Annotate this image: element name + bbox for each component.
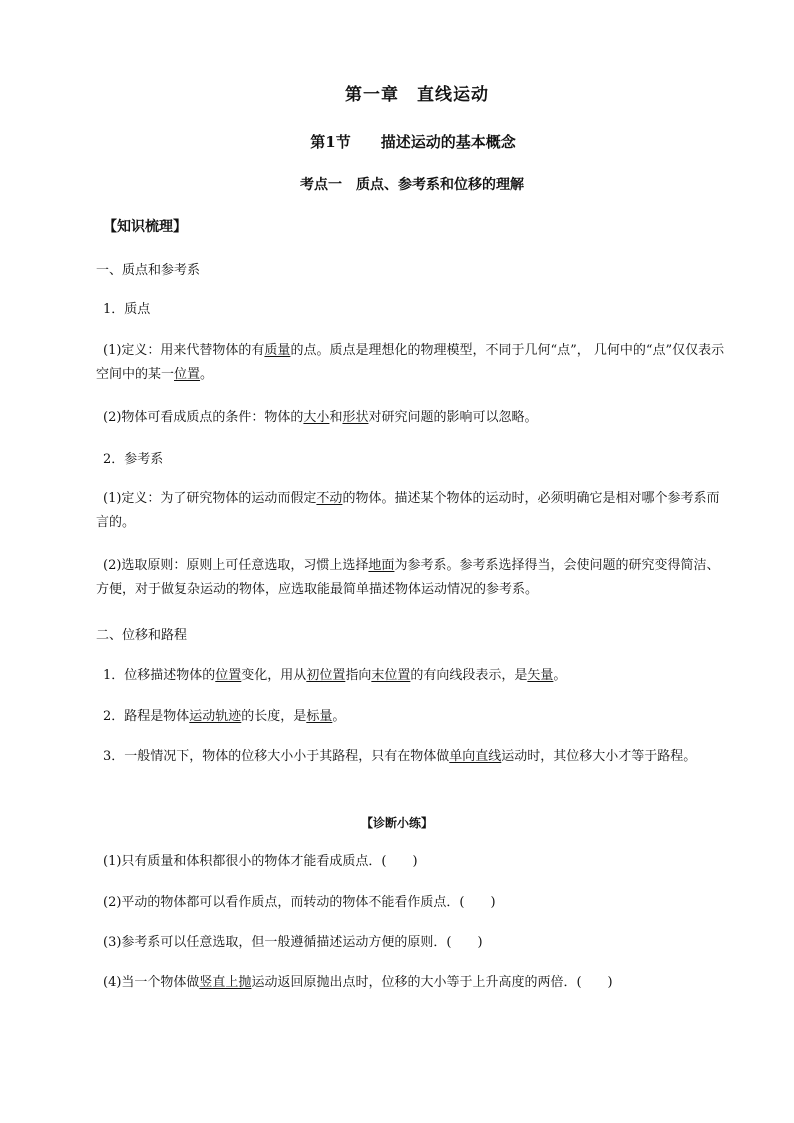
item2-title: 2．参考系 — [103, 452, 164, 467]
underline-vector: 矢量 — [527, 668, 554, 683]
underline-trajectory: 运动轨迹 — [189, 709, 242, 724]
part2-title: 二、位移和路程 — [96, 628, 188, 643]
diagnosis-title: 【诊断小练】 — [360, 816, 433, 830]
underline-ground: 地面 — [368, 558, 395, 573]
underline-final-position: 末位置 — [371, 668, 411, 683]
diagnosis-item-4: (4)当一个物体做竖直上抛运动返回原抛出点时，位移的大小等于上升高度的两倍．( ) — [103, 975, 613, 990]
underline-motionless: 不动 — [316, 491, 343, 506]
paragraph-reference-principle: (2)选取原则：原则上可任意选取，习惯上选择地面为参考系。参考系选择得当，会使问题的研究变得简洁、方便，对于做复杂运动的物体，应选取能最简单描述物体运动情况的参考系。 — [96, 558, 720, 597]
underline-size: 大小 — [303, 410, 330, 425]
part1-title: 一、质点和参考系 — [96, 263, 201, 278]
item1-title: 1．质点 — [103, 302, 151, 317]
paragraph-path-length: 2．路程是物体运动轨迹的长度，是标量。 — [103, 709, 346, 724]
paragraph-point-definition: (1)定义：用来代替物体的有质量的点。质点是理想化的物理模型，不同于几何“点”， 几何中的“点”仅仅表示空间中的某一位置。 — [96, 343, 725, 382]
underline-position: 位置 — [174, 367, 201, 382]
diagnosis-item-3: (3)参考系可以任意选取，但一般遵循描述运动方便的原则．( ) — [103, 935, 483, 950]
underline-initial-position: 初位置 — [306, 668, 346, 683]
knowledge-heading: 【知识梳理】 — [103, 219, 187, 235]
underline-one-way-straight: 单向直线 — [449, 749, 502, 764]
paragraph-displacement-vs-path: 3．一般情况下，物体的位移大小小于其路程，只有在物体做单向直线运动时，其位移大小才等于路程。 — [103, 749, 697, 764]
paragraph-displacement: 1．位移描述物体的位置变化，用从初位置指向末位置的有向线段表示，是矢量。 — [103, 668, 567, 683]
section-title: 第1节 描述运动的基本概念 — [310, 133, 516, 151]
chapter-title: 第一章 直线运动 — [345, 85, 489, 105]
kaodian-title: 考点一 质点、参考系和位移的理解 — [300, 177, 524, 193]
paragraph-point-condition: (2)物体可看成质点的条件：物体的大小和形状对研究问题的影响可以忽略。 — [103, 410, 538, 425]
diagnosis-item-2: (2)平动的物体都可以看作质点，而转动的物体不能看作质点．( ) — [103, 895, 496, 910]
underline-position-change: 位置 — [215, 668, 242, 683]
underline-vertical-throw: 竖直上抛 — [199, 975, 252, 990]
paragraph-reference-definition: (1)定义：为了研究物体的运动而假定不动的物体。描述某个物体的运动时，必须明确它是相对哪个参考系而言的。 — [96, 491, 720, 530]
diagnosis-item-1: (1)只有质量和体积都很小的物体才能看成质点．( ) — [103, 854, 418, 869]
underline-scalar: 标量 — [306, 709, 333, 724]
underline-mass: 质量 — [264, 343, 291, 358]
underline-shape: 形状 — [342, 410, 369, 425]
